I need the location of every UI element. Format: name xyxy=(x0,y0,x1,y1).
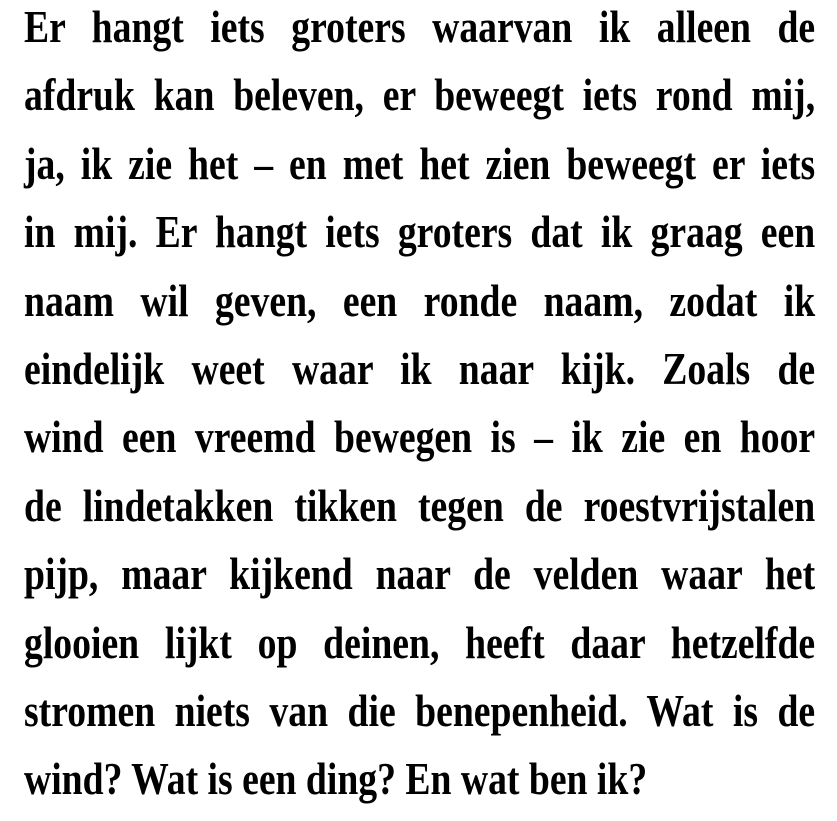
text-line: ja, ik zie het – en met het zien beweegt er iets xyxy=(24,137,816,189)
text-line: eindelijk weet waar ik naar kijk. Zoals de xyxy=(24,343,816,395)
text-line: stromen niets van die benepenheid. Wat is de xyxy=(24,685,816,737)
text-line: pijp, maar kijkend naar de velden waar het xyxy=(24,548,816,600)
paragraph-block xyxy=(24,0,815,814)
text-line: wind een vreemd bewegen is – ik zie en hoor xyxy=(24,411,816,463)
text-line: wind? Wat is een ding? En wat ben ik? xyxy=(24,753,648,805)
text-line: in mij. Er hangt iets groters dat ik graag een xyxy=(24,206,816,258)
text-line: afdruk kan beleven, er beweegt iets rond mij, xyxy=(24,69,816,121)
text-line: Er hangt iets groters waarvan ik alleen de xyxy=(24,1,816,52)
text-line: de lindetakken tikken tegen de roestvrijstalen xyxy=(24,479,816,531)
text-line: naam wil geven, een ronde naam, zodat ik xyxy=(24,274,816,326)
text-line: glooien lijkt op deinen, heeft daar hetzelfde xyxy=(24,616,816,668)
